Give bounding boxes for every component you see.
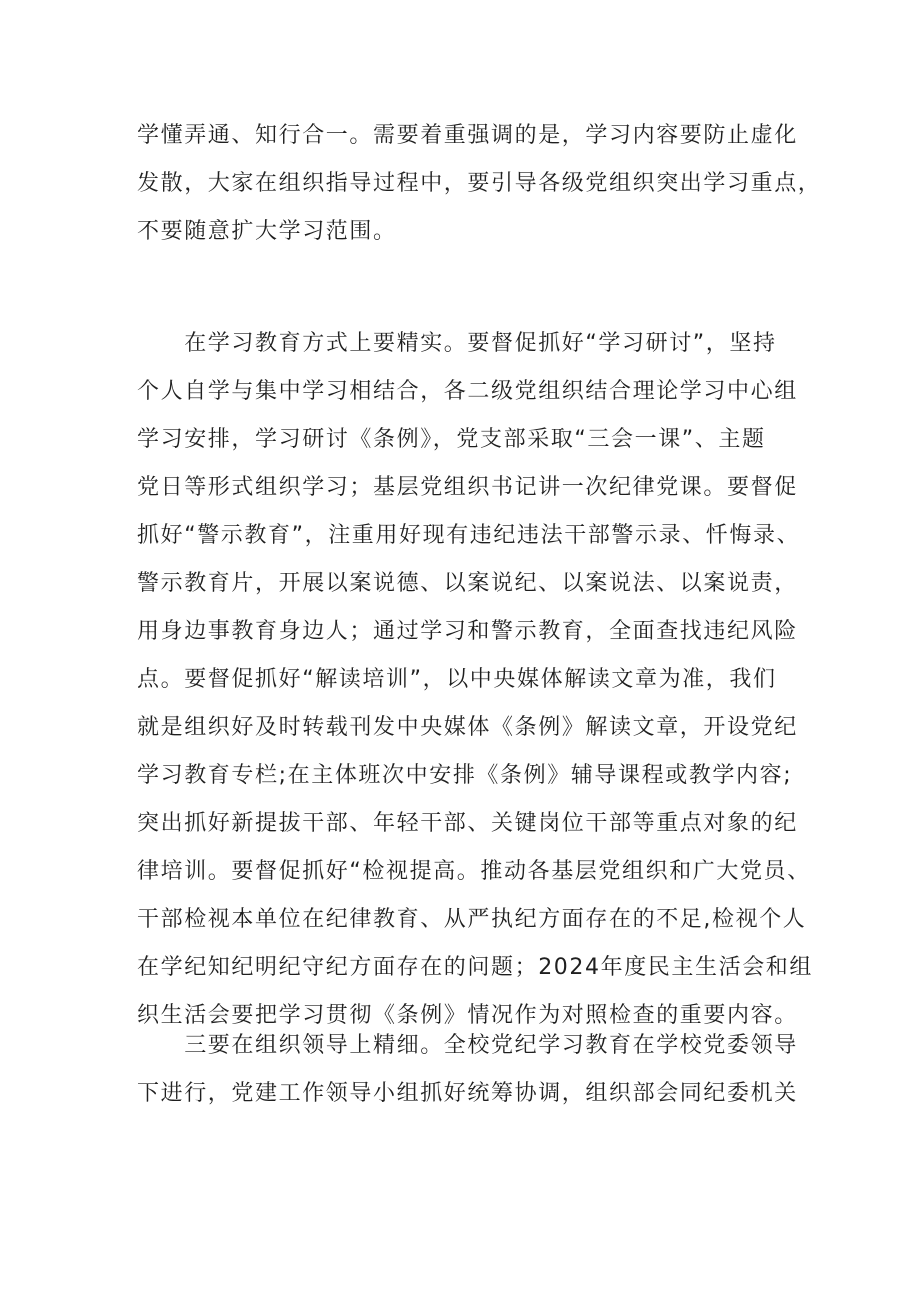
paragraph-2 [137,320,813,1040]
text-line: 下进行，党建工作领导小组抓好统筹协调，组织部会同纪委机关 [137,1081,798,1106]
text-line: 不要随意扩大学习范围。 [137,219,397,244]
text-line: 学习安排，学习研讨《条例》，党支部采取“三会一课”、主题 [137,427,766,452]
text-line: 个人自学与集中学习相结合，各二级党组织结合理论学习中心组 [137,379,798,404]
text-line: 突出抓好新提拔干部、年轻干部、关键岗位干部等重点对象的纪 [137,811,798,836]
text-line: 警示教育片，开展以案说德、以案说纪、以案说法、以案说责， [137,571,798,596]
text-line: 在学纪知纪明纪守纪方面存在的问题；2024年度民主生活会和组 [137,955,813,980]
text-line: 在学习教育方式上要精实。要督促抓好“学习研讨”，坚持 [137,331,777,356]
text-line: 织生活会要把学习贯彻《条例》情况作为对照检查的重要内容。 [137,1003,798,1028]
text-line: 党日等形式组织学习；基层党组织书记讲一次纪律党课。要督促 [137,475,798,500]
paragraph-1 [137,112,822,256]
paragraph-3 [137,1022,797,1118]
text-line: 干部检视本单位在纪律教育、从严执纪方面存在的不足,检视个人 [137,907,807,932]
text-line: 用身边事教育身边人；通过学习和警示教育，全面查找违纪风险 [137,619,798,644]
text-line: 点。要督促抓好“解读培训”，以中央媒体解读文章为准，我们 [137,667,777,692]
text-line: 律培训。要督促抓好“检视提高。推动各基层党组织和广大党员、 [137,859,811,884]
text-line: 三要在组织领导上精细。全校党纪学习教育在学校党委领导 [137,1033,798,1058]
text-line: 就是组织好及时转载刊发中央媒体《条例》解读文章，开设党纪 [137,715,798,740]
text-line: 学习教育专栏;在主体班次中安排《条例》辅导课程或教学内容; [137,763,793,788]
text-line: 学懂弄通、知行合一。需要着重强调的是，学习内容要防止虚化 [137,123,798,148]
text-line: 抓好“警示教育”，注重用好现有违纪违法干部警示录、忏悔录、 [137,523,801,548]
text-line: 发散，大家在组织指导过程中，要引导各级党组织突出学习重点， [137,171,822,196]
